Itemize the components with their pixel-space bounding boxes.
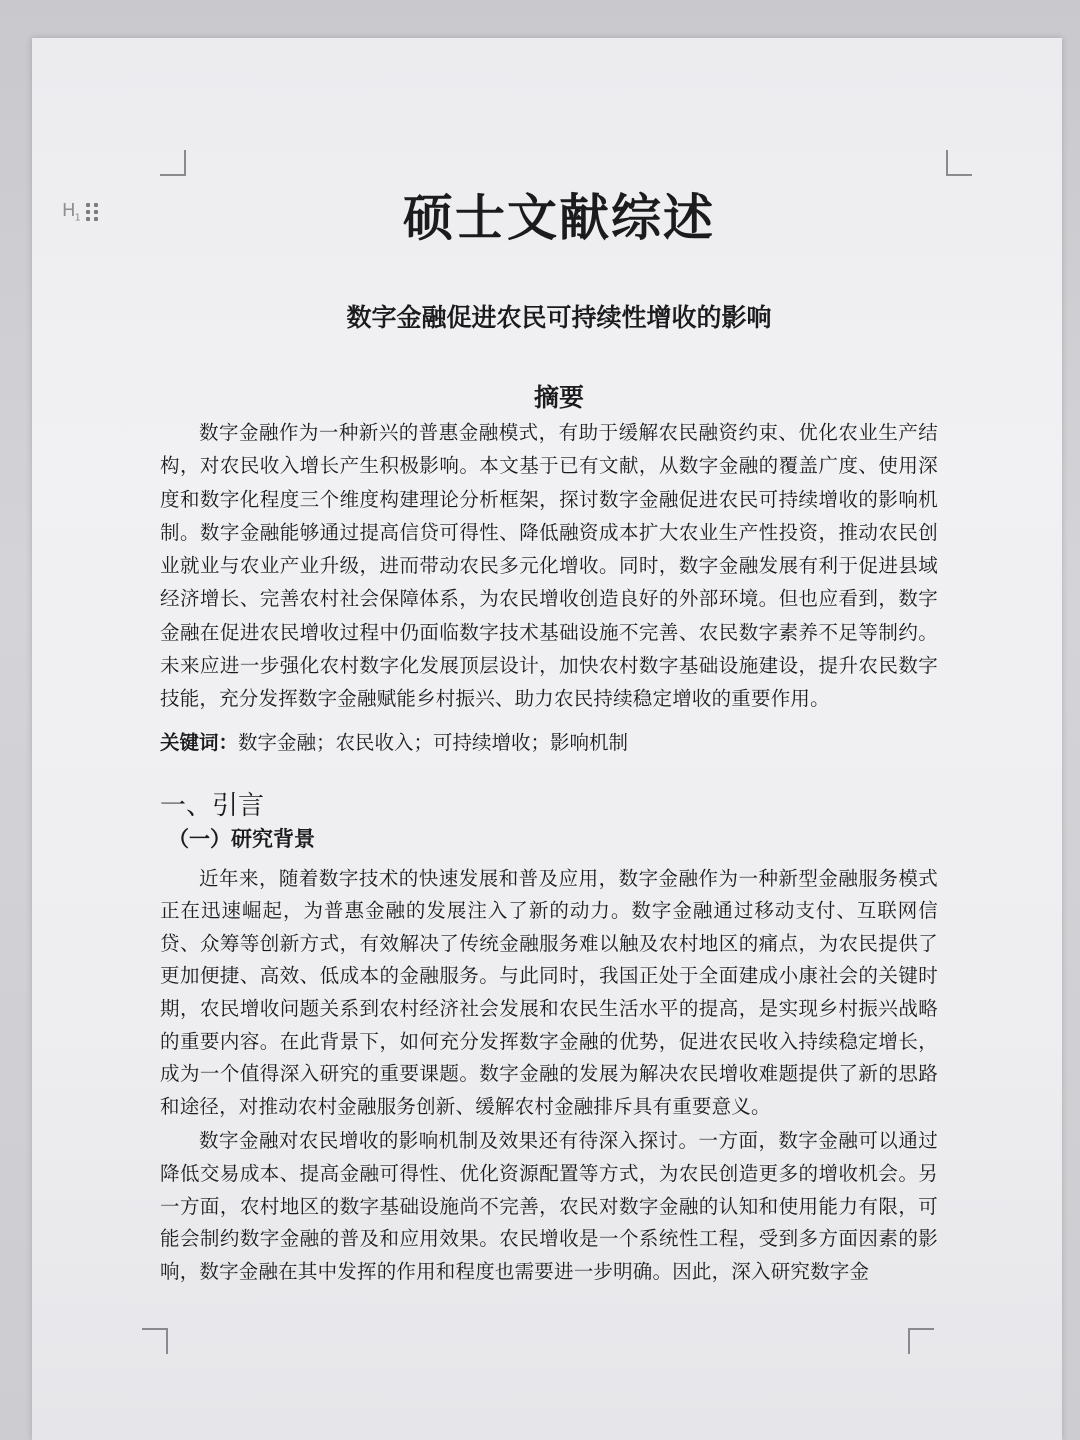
- margin-corner-bottom-left: [142, 1328, 168, 1354]
- body-paragraph: 数字金融对农民增收的影响机制及效果还有待深入探讨。一方面，数字金融可以通过降低交易成本、提高金融可得性、优化资源配置等方式，为农民创造更多的增收机会。另一方面，农村地区的数字基础设施尚不完善，农民对数字金融的认知和使用能力有限，可能会制约数字金融的普及和应用效果。农民增收是一个系统性工程，受到多方面因素的影响，数字金融在其中发挥的作用和程度也需要进一步明确。因此，深入研究数字金: [160, 1129, 938, 1283]
- abstract-heading: 摘要: [533, 383, 584, 412]
- block-handle[interactable]: [62, 200, 99, 224]
- document-page: [32, 38, 1062, 1440]
- margin-corner-top-left: [160, 150, 186, 176]
- margin-corner-bottom-right: [908, 1328, 934, 1354]
- document-title: 硕士文献综述: [403, 189, 715, 247]
- abstract-text: 数字金融作为一种新兴的普惠金融模式，有助于缓解农民融资约束、优化农业生产结构，对农民收入增长产生积极影响。本文基于已有文献，从数字金融的覆盖广度、使用深度和数字化程度三个维度构建理论分析框架，探讨数字金融促进农民可持续增收的影响机制。数字金融能够通过提高信贷可得性、降低融资成本扩大农业生产性投资，推动农民创业就业与农业产业升级，进而带动农民多元化增收。同时，数字金融发展有利于促进县域经济增长、完善农村社会保障体系，为农民增收创造良好的外部环境。但也应看到，数字金融在促进农民增收过程中仍面临数字技术基础设施不完善、农民数字素养不足等制约。未来应进一步强化农村数字化发展顶层设计，加快农村数字基础设施建设，提升农民数字技能，充分发挥数字金融赋能乡村振兴、助力农民持续稳定增收的重要作用。: [160, 421, 938, 711]
- keywords-label: 关键词：: [160, 730, 239, 754]
- subsection-heading-background: （一）研究背景: [168, 826, 315, 851]
- heading-marker-icon: $H_1$: [62, 200, 80, 224]
- document-subtitle: 数字金融促进农民可持续性增收的影响: [346, 303, 772, 332]
- keywords-value: 数字金融；农民收入；可持续增收；影响机制: [238, 730, 629, 754]
- margin-corner-top-right: [946, 150, 972, 176]
- body-paragraph: 近年来，随着数字技术的快速发展和普及应用，数字金融作为一种新型金融服务模式正在迅速崛起，为普惠金融的发展注入了新的动力。数字金融通过移动支付、互联网信贷、众筹等创新方式，有效解决了传统金融服务难以触及农村地区的痛点，为农民提供了更加便捷、高效、低成本的金融服务。与此同时，我国正处于全面建成小康社会的关键时期，农民增收问题关系到农村经济社会发展和农民生活水平的提高，是实现乡村振兴战略的重要内容。在此背景下，如何充分发挥数字金融的优势，促进农民收入持续稳定增长，成为一个值得深入研究的重要课题。数字金融的发展为解决农民增收难题提供了新的思路和途径，对推动农村金融服务创新、缓解农村金融排斥具有重要意义。: [160, 866, 938, 1118]
- drag-handle-icon[interactable]: [86, 203, 99, 221]
- keywords-line: [160, 726, 938, 759]
- section-heading-introduction: 一、引言: [160, 790, 265, 821]
- document-content[interactable]: [160, 178, 938, 1290]
